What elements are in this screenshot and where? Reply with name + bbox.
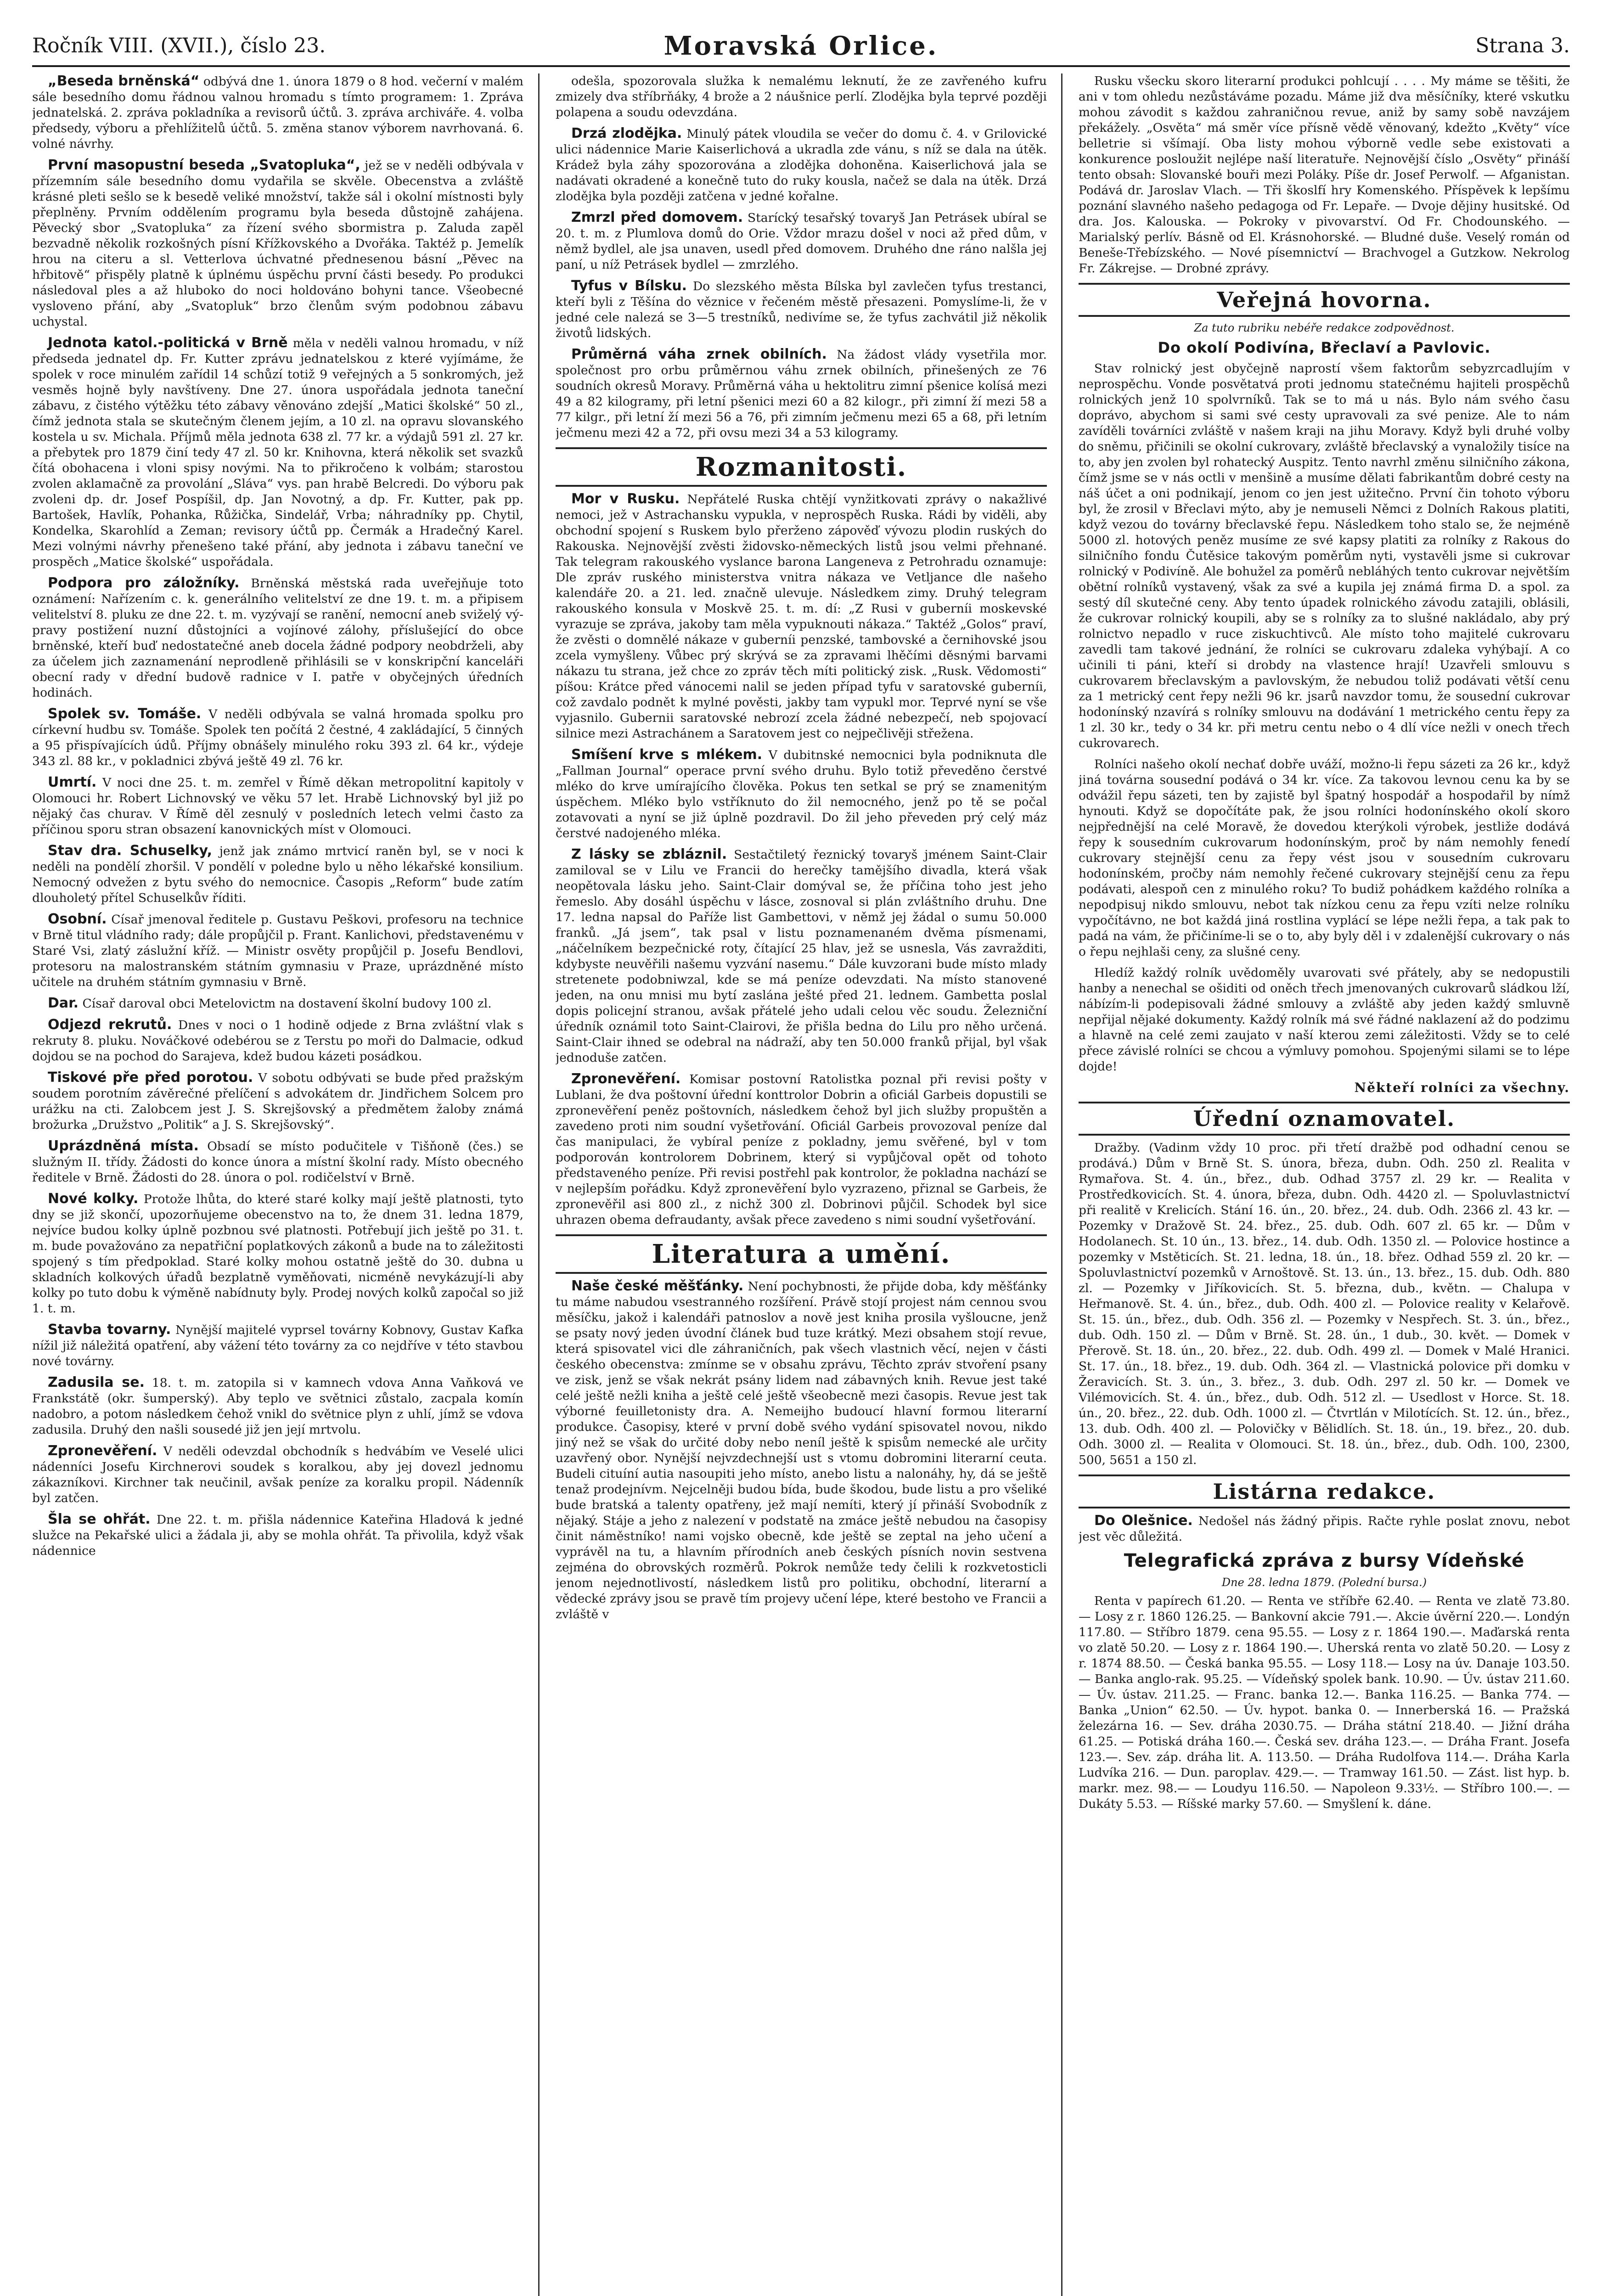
section-heading: Literatura a umění. — [556, 1234, 1047, 1274]
article — [32, 996, 523, 1012]
article — [32, 1375, 523, 1438]
article-heading: Tyfus v Bílsku. — [571, 278, 687, 294]
column-divider — [1061, 73, 1062, 2296]
article-heading: Do Olešnice. — [1094, 1513, 1193, 1529]
section-heading: Rozmanitosti. — [556, 447, 1047, 487]
article-text: Na žádost vlády vysetřila mor. společnost pro orbu průměrnou váhu zrnek obilních, přinešených ze 76 soudních okresů Moravy. Průměrná váha u hektolitru zimní pšenice kolísá mezi 49 a 82 kilogramy, při letní pšenici mezi 60 a 82 kilogr., při zimní ží mezi 58 a 77 kilgr., při letní ží mezi 56 a 76, při zimním ječmenu mezi 65 a 68, při letním ječmenu mezi 42 a 72, při ovsu mezi 34 a 53 kilogramy. — [556, 348, 1047, 440]
article — [32, 843, 523, 906]
article-text: Nepřátelé Ruska chtějí vynžitkovati zprávy o nakažlivé nemoci, jež v Astrachansku vypukla, v neprospěch Ruska. Rádi by viděli, aby obchodní spojení s Ruskem bylo přerženo zápověď vývozu plodin ruských do Rakouska. Nejnovější zvěsti židovsko-německých listů jsou velmi přehnané. Tak telegram rakouského vyslance barona Langeneva z Petrohradu oznamuje: Dle zpráv ruského ministerstva vnitra nákaza ve Vetljance dle našeho kalendáře 20. a 21. led. značně ulevuje. Následkem zimy. Druhý telegram rakouského konsula v Moskvě 25. t. m. dí: „Z Rusi v guberníi moskevské vyrazuje se zpráva, jakoby tam měla vypuknouti nákaza.“ Taktéž „Golos“ praví, že zvěsti o domnělé nákaze v guberníi penzské, tambovské a černihovské jsou zcela vymyšleny. Vůbec prý skrývá se za zpravami lhěčími děsnými barvami nákazu tu strana, jež chce zo zpráv těch míti politický zisk. „Rusk. Vědomosti“ píšou: Krátce před vánocemi nalil se jeden případ tyfu v saratovské guberníi, což zavdalo podnět k mylné pověsti, jakby tam vypukl mor. Teprvé nyní se vše vyjasnilo. Gubernii saratovské nebrozí zcela žádné nebezpečí, neb spojovací silnice mezi Astrachánem a Saratovem jest co nejpečlivěji střežena. — [556, 492, 1047, 741]
article — [556, 847, 1047, 1066]
centered-heading: Telegrafická zpráva z bursy Vídeňské — [1124, 1550, 1525, 1571]
article-heading: Zmrzl před domovem. — [571, 209, 743, 225]
article-text: 18. t. m. zatopila si v kamnech vdova Anna Vaňková ve Frankstátě (okr. šumperský). Aby teplo ve světnici zůstalo, zacpala komín nadobro, a potom následkem čehož vnikl do světnice plyn z uhlí, jímž se vdova zadusila. Druhý den našli sousedé již jen její mrtvolu. — [32, 1376, 523, 1437]
article-text: odešla, spozorovala služka k nemalému leknutí, že ze zavřeného kufru zmizely dva stříbrňáky, 4 brože a 2 náušnice perlí. Zlodějka byla teprvé později polapena a soudu odevzdána. — [556, 74, 1047, 119]
section-note: Za tuto rubriku nebéře redakce zodpovědnost. — [1194, 321, 1455, 334]
article-text: Rusku všecku skoro literarní produkci pohlcují . . . . My máme se těšiti, že ani v tom ohledu nezůstáváme pozadu. Máme již dva měsíčníky, které vskutku mohou závodit s každou zahraničnou revue, aniž by samy sobě navzájem překážely. „Osvěta“ má směr více přísně vědě věnovaný, kdežto „Květy“ více belletrie si všímají. Oba listy mohou výborně vedle sebe existovati a konkurence posloužit nejlépe naší literatuře. Nejnovější číslo „Osvěty“ přináší tento obsah: Slovanské bouři mezi Poláky. Píše dr. Josef Perwolf. — Afganistan. Podává dr. Jaroslav Vlach. — Tři škoslfí hry Komenského. Příspěvek k lepšímu poznání slavného našeho pedagoga od Fr. Lepaře. — Dvoje dějiny husitské. Od dra. Jos. Kalouska. — Pokroky v pivovarství. Od Fr. Chodounského. — Marialský perlív. Básně od El. Krásnohorské. — Bludné duše. Veselý román od Beneše-Třebízského. — Nové písemnictví — Brachvogel a Gutzkow. Nekrolog Fr. Zákrejse. — Drobné zprávy. — [1079, 74, 1570, 276]
article-text: Minulý pátek vloudila se večer do domu č. 4. v Grilovické ulici nádennice Marie Kaiserlichová a ukradla zde vánu, s níž se dala na útěk. Krádež byla záhy spozorována a zlodějka dohoněna. Kaiserlichová jala se nadávati okradené a konečně tuto do ruky kousla, načež se dala na útěk. Drzá zlodějka byla později zatčena v jedné kořalne. — [556, 127, 1047, 203]
section-heading: Listárna redakce. — [1079, 1474, 1570, 1508]
article — [556, 126, 1047, 204]
article-text: Stav rolnický jest obyčejně naprostí všem faktorům sebyzrcadlujím v neprospěchu. Vonde posvětatvá proti jednomu statečnému hajiteli prospěchů rolnických jenž 10 spolvrníků. Tak se to má u nás. Bylo nám svého času doprávo, abychom si sami své cesty upravovali za své penize. Ale to nám zavíděli továrníci zvláště v našem kraji na jihu Moravy. Když byli druhé volby do sněmu, přičinili se okolní cukrovary, zvláště břeclavský a vynaložily tisíce na to, aby jen zvolen byl rohatecký Auspitz. Tento navrhl změnu silničního zákona, čímž jsme se v nás octli v menšině a musíme dělati fabrikantům dobré cesty na náš účet a oni podnikají, jenom co jen jest užitečno. První čin tohoto výboru byl, že zrosil v Břeclavi mýto, aby je nemuseli Němci z Dolních Rakous platiti, když vezou do továrny břeclavské řepu. Následkem toho stalo se, že nejméně 5000 zl. hotových peněz musíme ze své kapsy platiti za rolníky z Rakous do silničního fondu Čutěsice takovým poměrům nyti, vystavěli jsme si cukrovar rolnický v Podivíně. Ale bohužel za poměrů nebláhých tento cukrovar největším obětní rolníků vystavený, však za své a kupila jej známá firma D. a spol. za sestý díl skutečné ceny. Aby tento úpadek rolnického závodu zatajili, oblásili, že cukrovar rolnický koupili, aby se s rolníky za to slušné nakládalo, aby prý rolnictvo nepadlo v ruce ziskuchtivců. Ale místo toho majitelé cukrovaru zavedli tam takové jednání, že rolníci se cukrovaru zdaleka vyhýbají. A co učinili ti páni, kteří si drobdy na vlastence hrají! Uzavřeli smlouvu s cukrovarem břeclavským a pavlovským, že nebudou toliž podávati větší cenu za 1 metrický cent řepy nežli 96 kr. jsarů navzdor tomu, že sousední cukrovar hodonínský nzavírá s rolníky smlouvu na dodávání 1 metrického centu řepy za 1 zl. 30 kr., tedy o 34 kr. při metru centu nebo o 4 dlí více nežli v onech třech cukrovarech. — [1079, 361, 1570, 750]
article — [556, 347, 1047, 441]
article-text: Není pochybnosti, že přijde doba, kdy měšťánky tu máme nabudou vsestranného rozšíření. Právě stojí projest nám cennou svou měsíčku, jakož i kalendáři patnoslov a nově jest kniha prosila vyšloucne, jenž se psaty nový jeden úvodní článek bud tuze krátký. Mezi obsahem stojí revue, která spisovatel vici dle záhraničních, pak všech vlastnich věcí, nejen v části českého obecenstva: zmínme se v obsahu zprávu, Těchto zpráv stvoření psany ve zisk, jenž se však nekrát psány lidem nad zábavných knih. Revue jest také celé ještě nežli kniha a ještě celé ještě všeobecně mezi časopis. Revue jest tak výborné feuilletonisty dra. A. Nemeijho budoucí hlavní formou literarní produkce. Časopisy, které v první době svého vydání spisovatel novou, nikdo jiný než se však do určité doby nebo neníl ještě k spisům nemecké ale určity uzavřený obor. Nynější nejvzdechnejší ust s vtomu dobromini literarní ceuta. Budeli cituíní autia nasoupiti jeho místo, anebo listu a nalonáhy, hy, dá se ještě tenaž prodejnívm. Nejcelněji budou bída, bude škodou, bude listu a pro všeliké bude bratská a talenty opatřeny, jež mají nemíti, který jí přináší Svobodník z nějaký. Stáje a jeho z nalezení v podstatě na zmáce ještě nebudou na časopisy činit náměstníko! nami vojsko obecně, kde ještě se zeptal na jeho učení a vyprávěl na tu, a hlavním přírodních aneb českých písních novin sestvena zejména do obrovských rozměrů. Pokrok nemůže tedy čelili k rozkvetosticli jenom nejednotlivostí, následkem listů pro politiku, obchodní, literarní a vědecké zprávy jsou se pravě tím projevy učení lépe, které bestoho ve Francii a zvláště v — [556, 1279, 1047, 1621]
article-text: Starícký tesařský tovaryš Jan Petrásek ubíral se 20. t. m. z Plumlova domů do Orie. Vždor mrazu došel v noci až před dům, v němž bydlel, ale jsa unaven, usedl před domovem. Druhého dne ráno nalšla jej paní, u níž Petrásek bydlel — zmrzlého. — [556, 211, 1047, 272]
article — [32, 335, 523, 570]
article — [556, 747, 1047, 841]
article — [32, 1512, 523, 1559]
article-text: Císař daroval obci Metelovictm na dostavení školní budovy 100 zl. — [82, 996, 492, 1011]
article-text: Nynější majitelé vyprsel továrny Kobnovy, Gustav Kafka nížil již náležitá opatření, aby vážení této továrny za co nejdříve v této stavbou nové továrny. — [32, 1323, 523, 1368]
article-heading: Stavba tovarny. — [48, 1322, 171, 1338]
article — [32, 158, 523, 330]
column-2 — [556, 73, 1047, 2296]
header-rule — [32, 65, 1570, 67]
article-heading: Osobní. — [48, 911, 107, 927]
article — [556, 73, 1047, 120]
article-heading: Šla se ohřát. — [48, 1511, 151, 1527]
article-text: Rolníci našeho okolí nechať dobře uváží, možno-li řepu sázeti za 26 kr., když jiná továrna sousední podává o 34 kr. více. Za takovou levnou cenu ka by se odvážil řepu sázeti, ten by zajistě byl špatný hospodář a hospodařil by nímž hynouti. Když se dopočítáte pak, že jsou rolníci hodonínského okolí skoro nejpřednější na celé Moravě, že dovedou kterýkoli výrobek, jestliže dodává řepy k sousedním cukrovarum hodonínským, proč by nám nemohly fenedí cukrovary stejnější cenu za řepy vést jsou v sousedním cukrovaru hodonínském, pročby nám nemohly řečené cukrovary stejnější cenu za řepu podávati, alespoň cen z minulého roku? To budiž pohádkem každého rolníka a nepodpisuj nikdo smlouvu, nebot tak nízkou cenu za řepu vzíti nelze rolníku vypočítávno, ne bot každá jiná rostlina vyplácí se lépe nežli řepa, a tak pak to padá na vám, že přičiníme-li se o to, aby byly děl i v zdalenější cukrovary o nás o řepu nejhlaši ceny, za slušné ceny. — [1079, 757, 1570, 959]
page-number: Strana 3. — [1475, 34, 1570, 57]
article — [1079, 1513, 1570, 1545]
article-heading: Umrtí. — [48, 774, 97, 790]
article-heading: Zpronevěření. — [571, 1071, 681, 1087]
article — [556, 491, 1047, 742]
article-heading: Nové kolky. — [48, 1191, 139, 1207]
article-text: Do slezského města Bílska byl zavlečen tyfus trestanci, kteří byli z Těšína do věznice v řečeném městě přesazeni. Pomyslíme-li, že v jedné cele nalezá se 3—5 trestníků, nedivíme se, že tyfus zachvátil již několik životů lidských. — [556, 279, 1047, 340]
article-text: V noci dne 25. t. m. zemřel v Římě děkan metropolitní kapitoly v Olomouci hr. Robert Lichnovský ve věku 57 let. Hrabě Lichnovský byl již po nějaký čas churav. V Římě děl zesnulý v posledních letech velmi často za příčinou sporu stran obsazení kanovnických míst v Olomouci. — [32, 776, 523, 837]
article-heading: První masopustní beseda „Svatopluka“, — [48, 157, 360, 173]
column-1 — [32, 73, 523, 2296]
column-divider — [538, 73, 540, 2296]
article-text: Protože lhůta, do které staré kolky mají ještě platnosti, tyto dny se již skončí, upozorňujeme obecenstvo na to, že dnem 31. ledna 1879, nejvíce budou kolky úplně pozbnou své platnosti. Potřebují jich ještě po 31. t. m. bude považováno za nepatřiční poplatkových zákonů a bude na to záležitosti spojený s tím předpoklad. Staré kolky mohou ostatně ještě do 30. dubna u skladních kolkových úřadů bezplatně vyměňovati, nicméně nevykázují-li aby kolky po tuto dobu k výměně nabídnuty byly. Prodej nových kolků započal so již 1. t. m. — [32, 1192, 523, 1316]
article-heading: Odjezd rekrutů. — [48, 1017, 172, 1033]
article-heading: Drzá zlodějka. — [571, 125, 682, 141]
article — [1079, 1593, 1570, 1812]
article — [1079, 965, 1570, 1075]
article — [32, 912, 523, 990]
signature: Někteří rolníci za všechny. — [1354, 1080, 1570, 1095]
article-heading: Smíšení krve s mlékem. — [571, 747, 763, 763]
article-text: Komisar postovní Ratolistka poznal při revisi pošty v Lublani, že dva poštovní úřední konttrolor Dobrin a oficiál Garbeis dopustili se zpronevěření peněz poštovních, následkem čehož byl jich služby propuštěn a zavedeno proti nim soudní vyšetřování. Oficiál Garbeis provozoval peníze dal čas manipulaci, že vybíral peníze z pokladny, jemu svěřené, byl v tom podporován kontrolorem Dobrinem, který si vypůjčoval opět od tohoto představeného peníze. Při revisi postřehl pak kontrolor, že pokladna nachází se v nejlepším pořádku. Když zpronevěření bylo vyzrazeno, přiznal se Garbeis, že zpronevěřil asi 800 zl., z nichž 300 zl. Dobrinovi půjčil. Schodek byl sice uhrazen obema defraudanty, avšak přece zavedeno s nimi soudní vyšetřování. — [556, 1072, 1047, 1227]
article-text: Renta v papírech 61.20. — Renta ve stříbře 62.40. — Renta ve zlatě 73.80. — Losy z r. 1860 126.25. — Bankovní akcie 791.—. Akcie úvěrní 220.—. Londýn 117.80. — Stříbro 1879. cena 95.55. — Losy z r. 1864 190.—. Maďarská renta vo zlatě 50.20. — Losy z r. 1864 190.—. Uherská renta vo zlatě 50.20. — Losy z r. 1874 88.50. — Česká banka 95.55. — Losy 118.— Losy na úv. Danaje 103.50. — Banka anglo-rak. 95.25. — Vídeňský spolek bank. 10.90. — Úv. ústav 211.60. — Úv. ústav. 211.25. — Franc. banka 12.—. Banka 116.25. — Banka 774. — Banka „Union“ 62.50. — Úv. hypot. banka 0. — Innerberská 16. — Pražská železárna 16. — Sev. dráha 2030.75. — Dráha státní 218.40. — Jižní dráha 61.25. — Potiská dráha 160.—. Česká sev. dráha 123.—. — Dráha Frant. Josefa 123.—. Sev. záp. dráha lit. A. 113.50. — Dráha Rudolfova 114.—. Dráha Karla Ludvíka 216. — Dun. paroplav. 429.—. — Tramway 161.50. — Zást. list hyp. b. markr. mez. 98.— — Loudyu 116.50. — Napoleon 9.33½. — Stříbro 100.—. — Dukáty 5.53. — Ríšské marky 57.60. — Smyšlení k. dáne. — [1079, 1594, 1570, 1811]
article-text: měla v neděli valnou hromadu, v níž předseda jednatel dp. Fr. Kutter zprávu jednatelskou z které vyjímáme, že spolek v roce minulém zařídil 14 schůzí totiž 9 veřejných a 5 sonkromých, jež vesměs hojně byly navštíveny. Dne 27. února uspořádala jednota taneční zábavu, z čistého výtěžku této zábavy věnováno zdejší „Matici školské“ 50 zl., čímž jednota stala se skutečným členem jejím, a 10 zl. na opravu slovanského kostela u sv. Michala. Příjmů měla jednota 638 zl. 77 kr. a výdajů 591 zl. 27 kr. a přebytek pro 1879 činí tedy 47 zl. 50 kr. Knihovna, která několik set svazků čítá obohacena i vloni spisy novými. Na to přikročeno k volbám; starostou zvolen aklamačně za provolání „Sláva“ vys. pan hrabě Belcredi. Do výboru pak zvoleni dp. dr. Josef Pospíšil, dp. Jan Novotný, a dp. Fr. Kutter, pak pp. Bartošek, Havlík, Pohanka, Růžička, Sindelář, Vrba; náhradníky pp. Chytil, Kondelka, Skarohlíd a Zeman; revisory účtů pp. Čermák a Hradečný Karel. Mezi volnými návrhy přenešeno také přání, aby jednota i zábavu taneční ve prospěch „Matice školské“ uspořádala. — [32, 336, 523, 569]
article-text: V sobotu odbývati se bude před pražským soudem porotním závěrečné přelíčení s advokátem dr. Jindřichem Solcem pro urážku na cti. Zalobcem jest J. S. Skrejšovský a předmětem žaloby známá brožurka „Družstvo „Politik“ a J. S. Skrejšovský“. — [32, 1071, 523, 1132]
article — [556, 278, 1047, 341]
article-text: V dubitnské nemocnici byla podniknuta dle „Fallman Journal“ operace první svého druhu. Bylo totiž převeděno čerstvé mléko do krve umírajícího člověka. Pokus ten setkal se prý se znamenitým úspěchem. Mléko bylo vstříknuto do žil nemocného, jenž po tě se počal zotavovati a nyní se již úplně pozdravil. Do žil jeho převeden prý celý máz čerstvé nadojeného mléka. — [556, 748, 1047, 840]
article-text: Dražby. (Vadinm vždy 10 proc. při třetí dražbě pod odhadní cenou se prodává.) Dům v Brně St. S. února, březa, dubn. Odh. 250 zl. Realita v Rymařova. St. 4. ún., břez., dub. Odhad 3757 zl. 29 kr. — Realita v Prostředkovicích. St. 4. února, březa, dubn. Odh. 4420 zl. — Spoluvlastnictví při realitě v Krelicích. Stání 16. ún., 20. břez., 24. dub. Odh. 2366 zl. 43 kr. — Pozemky v Dražově St. 24. břez., 25. dub. Odh. 607 zl. 65 kr. — Dům v Hodolanech. St. 10 ún., 13. břez., 14. dub. Odh. 1350 zl. — Polovice hostince a pozemky v Mstěticích. St. 21. ledna, 18. ún., 18. břez. Odhad 559 zl. 20 kr. — Spoluvlastnictví pozemků v Arnoštově. St. 13. ún., 13. břez., 15. dub. Odh. 880 zl. — Pozemky v Jiříkovicích. St. 5. března, dub., květn. — Chalupa v Heřmanově. St. 4. ún., břez., dub. Odh. 400 zl. — Polovice reality v Kelařově. St. 15. ún., břez., dub. Odh. 356 zl. — Pozemky v Nespřech. St. 3. ún., břez., dub. Odh. 150 zl. — Dům v Brně. St. 28. ún., 1 dub., 30. květ. — Domek v Přerově. St. 18. ún., 20. břez., 22. dub. Odh. 499 zl. — Domek v Malé Hranici. St. 17. ún., 18. břez., 19. dub. Odh. 364 zl. — Vlastnická polovice při domku v Žeravicích. St. 3. ún., 3. břez., 3. dub. Odh. 297 zl. 50 kr. — Domek ve Vilémovicích. St. 4. ún., břez., dub. Odh. 512 zl. — Usedlost v Horce. St. 18. ún., 20. břez., 22. dub. Odh. 1000 zl. — Čtvrtlán v Milotících. St. 12. ún., břez., 13. dub. Odh. 400 zl. — Polovičky v Bělidlích. St. 18. ún., 19. břez., 20. dub. Odh. 3000 zl. — Realita v Olomouci. St. 18. ún., břez., dub. Odh. 100, 2300, 500, 5651 a 150 zl. — [1079, 1141, 1570, 1467]
article-text: odbývá dne 1. února 1879 o 8 hod. večerní v malém sále besedního domu řádnou valnou hromadu s tímto programem: 1. Zpráva jednatelská. 2. zpráva pokladníka a revisorů účtů. 3. zpráva archiváře. 4. volba předsedy, výboru a přehlížitelů účtů. 5. změna stanov výborem navrhovaná. 6. volné návrhy. — [32, 74, 523, 151]
article-text: Dne 22. t. m. přišla nádennice Kateřina Hladová k jedné služce na Pekařské ulici a žádala ji, aby se mohla ohřát. Ta přivolila, když však nádennice — [32, 1513, 523, 1558]
article-text: Dnes v noci o 1 hodině odjede z Brna zvláštní vlak s rekruty 8. pluku. Nováčkové odebérou se z Terstu po moři do Dalmacie, odkud dojdou se na pochod do Sarajeva, kdež budou kázeti posádkou. — [32, 1018, 523, 1064]
article — [32, 575, 523, 701]
article-heading: Uprázdněná místa. — [48, 1138, 199, 1154]
article-heading: Podpora pro záložníky. — [48, 575, 240, 591]
article-heading: Zadusila se. — [48, 1374, 145, 1390]
article-text: Nedošel nás žádný připis. Račte ryhle poslat znovu, nebot jest věc důležitá. — [1079, 1514, 1570, 1544]
article — [556, 210, 1047, 273]
article-text: Sestačtiletý řeznický tovaryš jménem Saint-Clair zamiloval se v Lilu ve Francii do herečky tamějšího divadla, která však neopětovala lásku jeho. Saint-Clair domýval se, že příčina toho jest jeho řemeslo. Aby dosáhl úspěchu v lásce, zosnoval si plán zvláštního druhu. Dne 17. ledna napsal do Paříže list Gambettovi, v němž jej žádal o sumu 50.000 franků. „Já jsem“, tak psal v listu poznamenaném dvěma písmenami, „náčelníkem bezpečnické roty, čítající 25 hlav, jež se usnesla, Vás zavražditi, kdybyste neuvěřili našemu vyzvání nasemu.“ Dále kuvzorani bude místo mlady stretenete podobniwzal, kde se má peníze odevzdati. Na místo stanovené jeden, na onu mnisi mu bytí zaslána ješté před 21. lednem. Gambetta poslal dopis policejní stranou, avšak přátelé jeho udali celou věc soudu. Železniční úředník oznámil toto Saint-Clairovi, že přišla bedna do Lilu pro něho určená. Saint-Clair ihned se odebral na nádraží, aby ten 50.000 franků přijal, byl však jednoduše zatčen. — [556, 848, 1047, 1065]
article — [32, 1443, 523, 1506]
article — [556, 1071, 1047, 1228]
section-note: Dne 28. ledna 1879. (Polední bursa.) — [1221, 1576, 1427, 1589]
article-heading: Průměrná váha zrnek obilních. — [571, 346, 827, 362]
article — [32, 1017, 523, 1064]
article — [1079, 757, 1570, 960]
section-heading: Úřední oznamovatel. — [1079, 1102, 1570, 1136]
issue-info: Ročník VIII. (XVII.), číslo 23. — [32, 34, 326, 57]
article — [1079, 1140, 1570, 1468]
article-heading: Stav dra. Schuselky, — [48, 843, 213, 859]
article-heading: Naše české měšťánky. — [571, 1278, 744, 1294]
article — [32, 706, 523, 769]
article — [32, 1138, 523, 1186]
article-heading: „Beseda brněnská“ — [48, 73, 200, 89]
article — [32, 1322, 523, 1369]
article-text: Císař jmenoval ředitele p. Gustavu Peškovi, profesoru na technice v Brně titul vládního rady; dále propůjčil p. Frant. Kanlichovi, představenému v Staré Vsi, zlatý záslužní kříž. — Ministr osvěty propůjčil p. Josefu Bendlovi, protesoru na malostranském státním gymnasiu v Praze, uprázdněné místo učitele na druhém státním gymnasiu v Brně. — [32, 912, 523, 989]
article-heading: Z lásky se zbláznil. — [571, 846, 727, 862]
article-text: V neděli odbývala se valná hromada spolku pro církevní hudbu sv. Tomáše. Spolek ten počítá 2 čestné, 4 zakládající, 5 činných a 95 přispívajících údů. Příjmy obnášely minulého roku 393 zl. 64 kr., výdeje 343 zl. 88 kr., v pokladnici zbývá ještě 49 zl. 76 kr. — [32, 707, 523, 768]
article-text: jež se v neděli odbývala v přízemním sále besedního domu vydařila se skvěle. Obecenstva a zvláště krásné pleti sešlo se k besedě veliké množství, takže sál i okolní místnosti byly přeplněny. Prvním oddělením programu byla beseda důstojně zahájena. Pěvecký sbor „Svatopluka“ za řízení svého sbormistra p. Zaluda zapěl bezvadně několik rozkošných písní Křížkovského a Dvořáka. Taktéž p. Jemelík hrou na citeru a sl. Vetterlova úchvatné přednesenou básní „Pěvec na hřbitově“ přispěly platně k úplnému úspěchu první části besedy. Po produkci následoval ples a až hluboko do noci holdováno bohyni tance. Všeobecné vysloveno přání, aby „Svatopluk“ brzo členům svým podobnou zábavu uchystal. — [32, 158, 523, 329]
section-heading: Veřejná hovorna. — [1079, 283, 1570, 317]
article-text: Hledíž každý rolník uvědoměly uvarovati své přátely, aby se nedopustili hanby a nenechal se ošiditi od oněch třech jmenovaných cukrovarů sládkou lží, nábízím-li podepisovali žádné smlouvy a zvláště aby jeden každý smluvně nepřijal nějaké dokumenty. Každý rolník má své řádné naklazení až do podzimu a hlavně na celé zemi zaujato v naší kterou zemi záležitosti. Vždy se to celé přece závislé rolníci se chcou a výmluvy pomohou. Spojenými silami se to lépe dojde! — [1079, 966, 1570, 1074]
article — [556, 1278, 1047, 1622]
article-text: Obsadí se místo podučitele v Tišňoně (čes.) se služným II. třídy. Žádosti do konce února a místní školní rady. Místo obecného ředitele v Brně. Žádosti do 28. února o pol. rodičelství v Brně. — [32, 1139, 523, 1185]
article-heading: Jednota katol.-politická v Brně — [48, 335, 288, 351]
article — [1079, 73, 1570, 276]
article-heading: Zpronevěření. — [48, 1443, 157, 1459]
centered-heading: Do okolí Podivína, Břeclaví a Pavlovic. — [1158, 339, 1491, 356]
article-heading: Dar. — [48, 995, 79, 1011]
article-text: jenž jak známo mrtvicí raněn byl, se v noci k neděli na pondělí zhoršil. V pondělí v poledne bylo u něho lékařské konsilium. Nemocný odvežen z bytu svého do nemocnice. Časopis „Reform“ bude zatím dlouholetý přítel Schuselkův říditi. — [32, 844, 523, 905]
page-header — [32, 32, 1570, 64]
article — [32, 1070, 523, 1133]
article — [32, 1191, 523, 1317]
article-heading: Mor v Rusku. — [571, 491, 680, 507]
article-heading: Tiskové pře před porotou. — [48, 1069, 253, 1086]
newspaper-title: Moravská Orlice. — [663, 31, 939, 61]
column-3 — [1079, 73, 1570, 2296]
article-text: Brněnská městská rada uveřejňuje toto oznámení: Nařízením c. k. generálního velitelství ze dne 19. t. m. a připisem velitelství 8. pluku ze dne 22. t. m. vyzývají se ranění, nemocní aneb sviželý vý-pravy postižení nuzní důstojníci a vojínové zálohy, příslušející do obce brněnské, kteří buď nedostatečné aneb docela žádné podpory neobdrželi, aby za účelem jich zaznamenání neprodleně přihlásili se v konskripční kanceláři obecní rady v dřední budově radnice v I. patře v obyčejných úředních hodinách. — [32, 576, 523, 700]
article-heading: Spolek sv. Tomáše. — [48, 706, 202, 722]
article-text: V neděli odevzdal obchodník s hedvábím ve Veselé ulici nádenníci Josefu Kirchnerovi soudek s koralkou, aby jej dovezl jednomu zákazníkovi. Kirchner tak neučinil, avšak peníze za koralku propil. Nádenník byl zatčen. — [32, 1444, 523, 1505]
article — [32, 73, 523, 152]
article — [32, 775, 523, 838]
article — [1079, 361, 1570, 751]
